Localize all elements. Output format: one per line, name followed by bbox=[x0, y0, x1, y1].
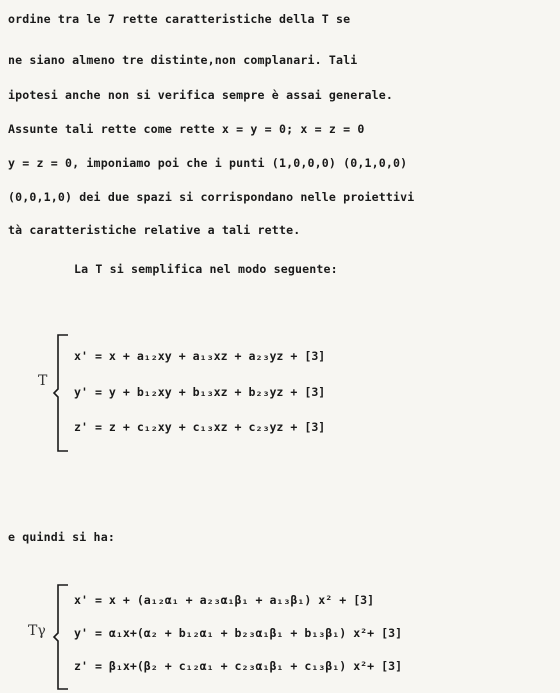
system1-symbol: T bbox=[38, 373, 48, 389]
system2-equation-1: x' = x + (a₁₂α₁ + a₂₃α₁β₁ + a₁₃β₁) x² + [3] bbox=[74, 593, 375, 607]
paragraph-line-5: y = z = 0, imponiamo poi che i punti (1,0,0,0) (0,1,0,0) bbox=[8, 156, 408, 170]
paragraph-line-7: tà caratteristiche relative a tali rette. bbox=[8, 223, 301, 237]
system2-brace bbox=[54, 583, 74, 691]
system1-equation-1: x' = x + a₁₂xy + a₁₃xz + a₂₃yz + [3] bbox=[74, 349, 326, 363]
quindi-line: e quindi si ha: bbox=[8, 530, 115, 544]
intro-line: La T si semplifica nel modo seguente: bbox=[74, 262, 338, 276]
paragraph-line-3: ipotesi anche non si verifica sempre è assai generale. bbox=[8, 88, 394, 102]
system1-equation-3: z' = z + c₁₂xy + c₁₃xz + c₂₃yz + [3] bbox=[74, 420, 326, 434]
system2-symbol: Tγ bbox=[28, 623, 46, 639]
system2-equation-3: z' = β₁x+(β₂ + c₁₂α₁ + c₂₃α₁β₁ + c₁₃β₁) x²+ [3] bbox=[74, 659, 403, 673]
system1-brace bbox=[54, 333, 74, 453]
paragraph-line-6: (0,0,1,0) dei due spazi si corrispondano nelle proiettivi bbox=[8, 190, 415, 204]
system1-equation-2: y' = y + b₁₂xy + b₁₃xz + b₂₃yz + [3] bbox=[74, 385, 326, 399]
paragraph-line-2: ne siano almeno tre distinte,non complanari. Tali bbox=[8, 53, 358, 67]
paragraph-line-4: Assunte tali rette come rette x = y = 0; x = z = 0 bbox=[8, 122, 365, 136]
system2-equation-2: y' = α₁x+(α₂ + b₁₂α₁ + b₂₃α₁β₁ + b₁₃β₁) x²+ [3] bbox=[74, 626, 403, 640]
paragraph-line-1: ordine tra le 7 rette caratteristiche della T se bbox=[8, 12, 351, 26]
